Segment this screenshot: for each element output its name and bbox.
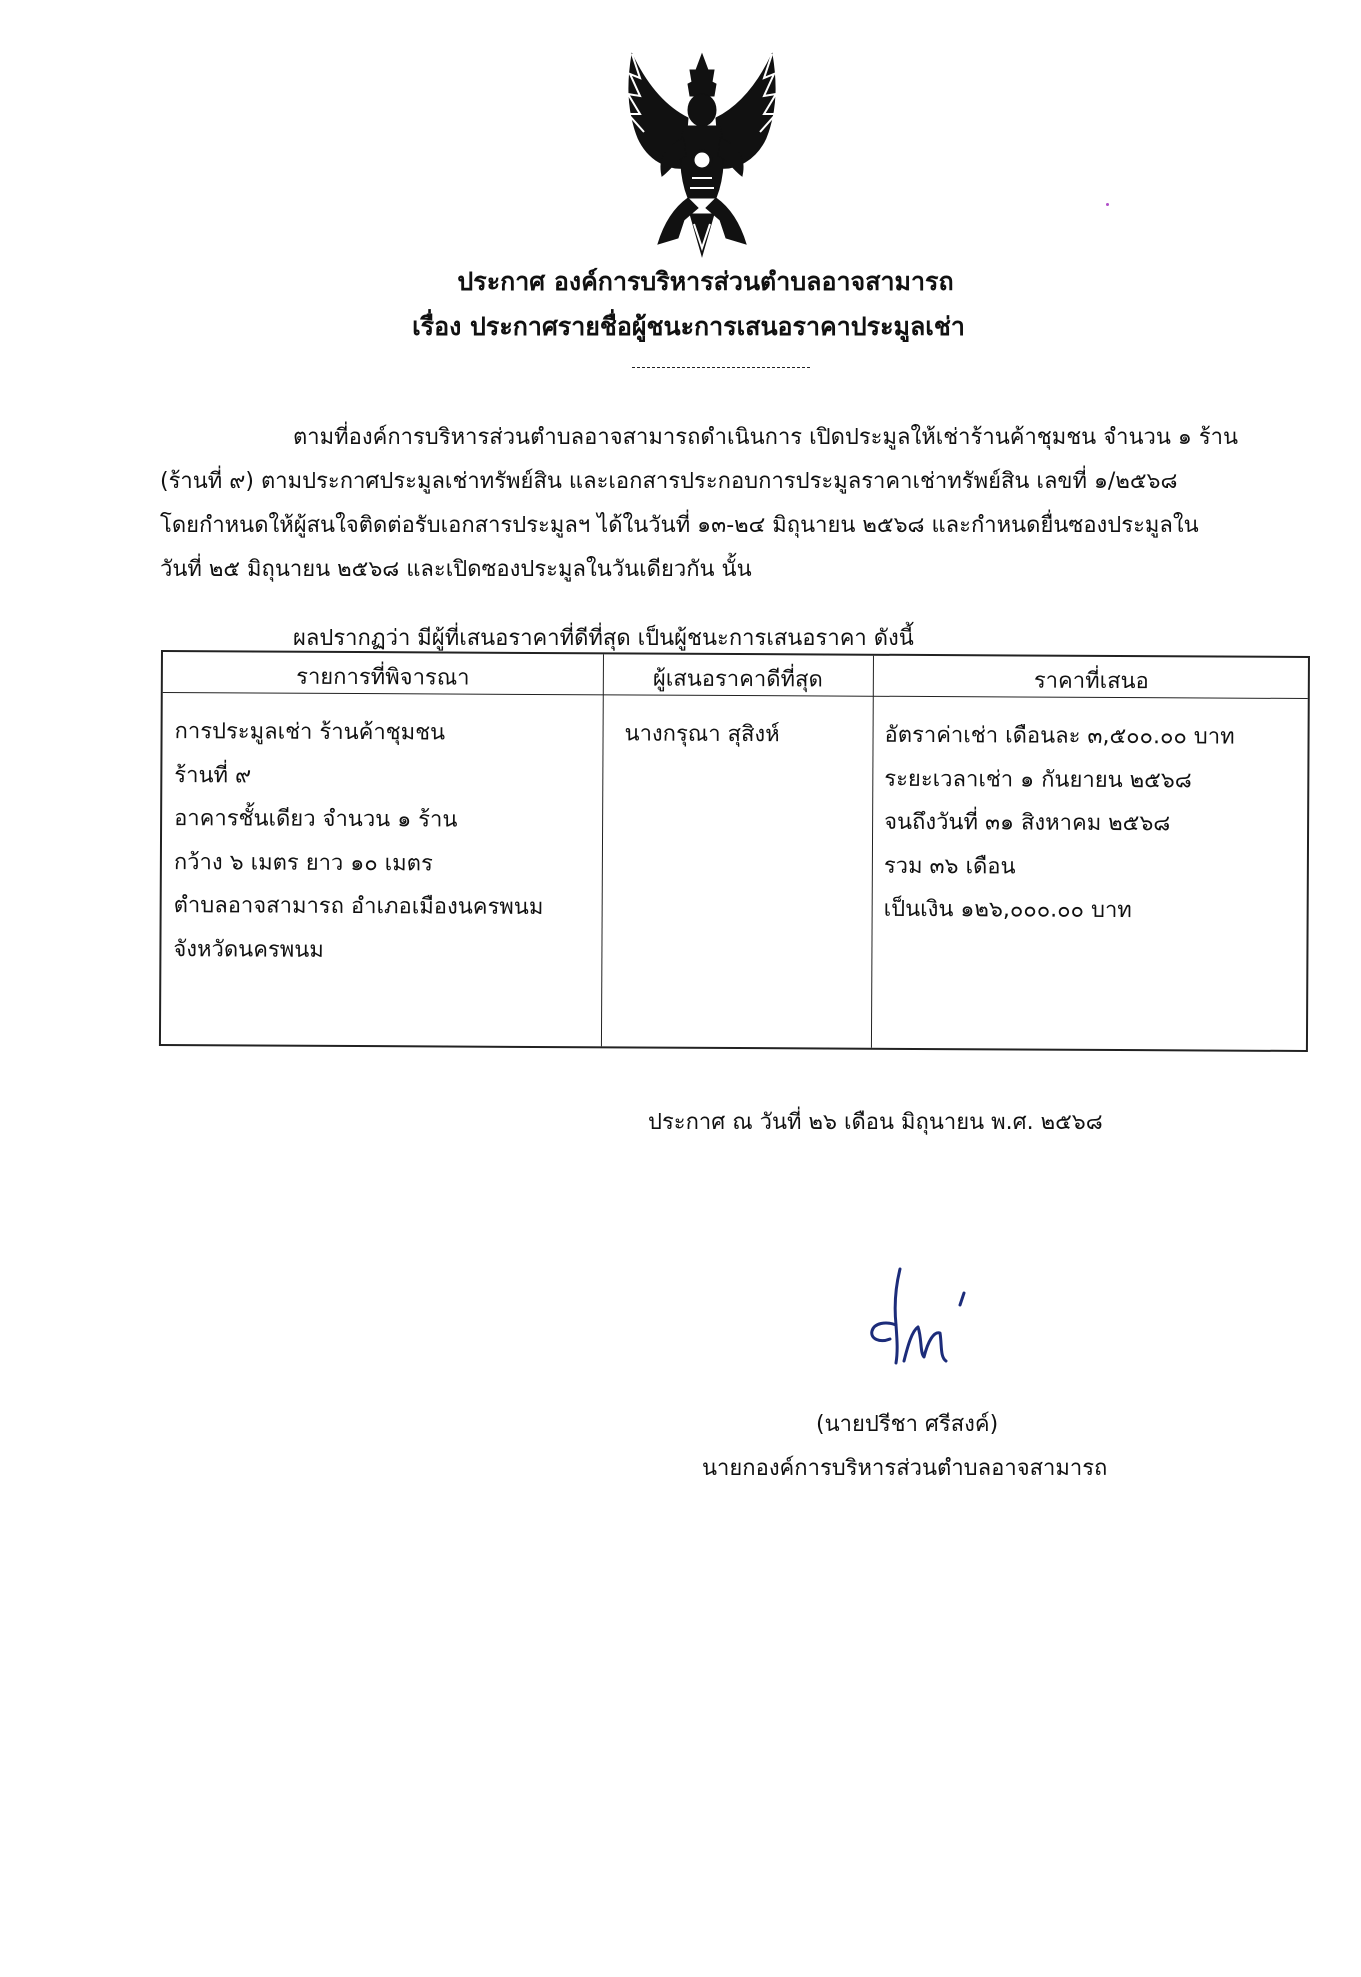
body-line-4: วันที่ ๒๕ มิถุนายน ๒๕๖๘ และเปิดซองประมูลในวันเดียวกัน นั้น (160, 557, 752, 582)
handwritten-signature (860, 1265, 980, 1380)
body-line-2: (ร้านที่ ๙) ตามประกาศประมูลเช่าทรัพย์สิน และเอกสารประกอบการประมูลราคาเช่าทรัพย์สิน เลขที่ ๑/๒๕๖๘ (160, 469, 1178, 494)
table-cell-item (173, 710, 544, 973)
table-header-price: ราคาที่เสนอ (1033, 668, 1149, 695)
item-line: จังหวัดนครพนม (173, 936, 324, 963)
body-line-3: โดยกำหนดให้ผู้สนใจติดต่อรับเอกสารประมูลฯ ได้ในวันที่ ๑๓-๒๔ มิถุนายน ๒๕๖๘ และกำหนดยื่นซองประมูลใน (160, 513, 1199, 538)
garuda-emblem-icon (618, 48, 786, 258)
ink-speck (1106, 203, 1109, 206)
announcement-title: ประกาศ องค์การบริหารส่วนตำบลอาจสามารถ (457, 267, 954, 296)
price-line: อัตราค่าเช่า เดือนละ ๓,๕๐๐.๐๐ บาท (884, 722, 1235, 750)
body-line-1: ตามที่องค์การบริหารส่วนตำบลอาจสามารถดำเนินการ เปิดประมูลให้เช่าร้านค้าชุมชน จำนวน ๑ ร้าน (293, 425, 1239, 450)
item-line: ร้านที่ ๙ (174, 762, 252, 788)
signer-name: (นายปรีชา ศรีสงค์) (816, 1412, 999, 1437)
item-line: อาคารชั้นเดียว จำนวน ๑ ร้าน (174, 806, 458, 833)
table-header-item: รายการที่พิจารณา (296, 664, 470, 691)
price-line: รวม ๓๖ เดือน (883, 853, 1016, 879)
signer-title: นายกองค์การบริหารส่วนตำบลอาจสามารถ (702, 1456, 1108, 1481)
item-line: ตำบลอาจสามารถ อำเภอเมืองนครพนม (173, 893, 544, 921)
announcement-date: ประกาศ ณ วันที่ ๒๖ เดือน มิถุนายน พ.ศ. ๒๕๖๘ (648, 1110, 1103, 1135)
price-line: ระยะเวลาเช่า ๑ กันยายน ๒๕๖๘ (884, 766, 1192, 793)
bidder-name: นางกรุณา สุสิงห์ (624, 721, 780, 748)
price-line: เป็นเงิน ๑๒๖,๐๐๐.๐๐ บาท (883, 896, 1132, 924)
table-column-divider (871, 656, 874, 1048)
title-divider (632, 367, 810, 368)
result-table (159, 650, 1310, 1052)
table-header-bidder: ผู้เสนอราคาดีที่สุด (652, 666, 823, 693)
price-line: จนถึงวันที่ ๓๑ สิงหาคม ๒๕๖๘ (884, 809, 1171, 837)
result-intro: ผลปรากฏว่า มีผู้ที่เสนอราคาที่ดีที่สุด เป็นผู้ชนะการเสนอราคา ดังนี้ (293, 626, 914, 651)
announcement-subject: เรื่อง ประกาศรายชื่อผู้ชนะการเสนอราคาประมูลเช่า (412, 312, 965, 341)
table-column-divider (601, 654, 604, 1046)
table-cell-price (884, 714, 1235, 933)
item-line: กว้าง ๖ เมตร ยาว ๑๐ เมตร (173, 849, 433, 876)
item-line: การประมูลเช่า ร้านค้าชุมชน (174, 719, 446, 746)
table-cell-bidder (624, 712, 779, 756)
